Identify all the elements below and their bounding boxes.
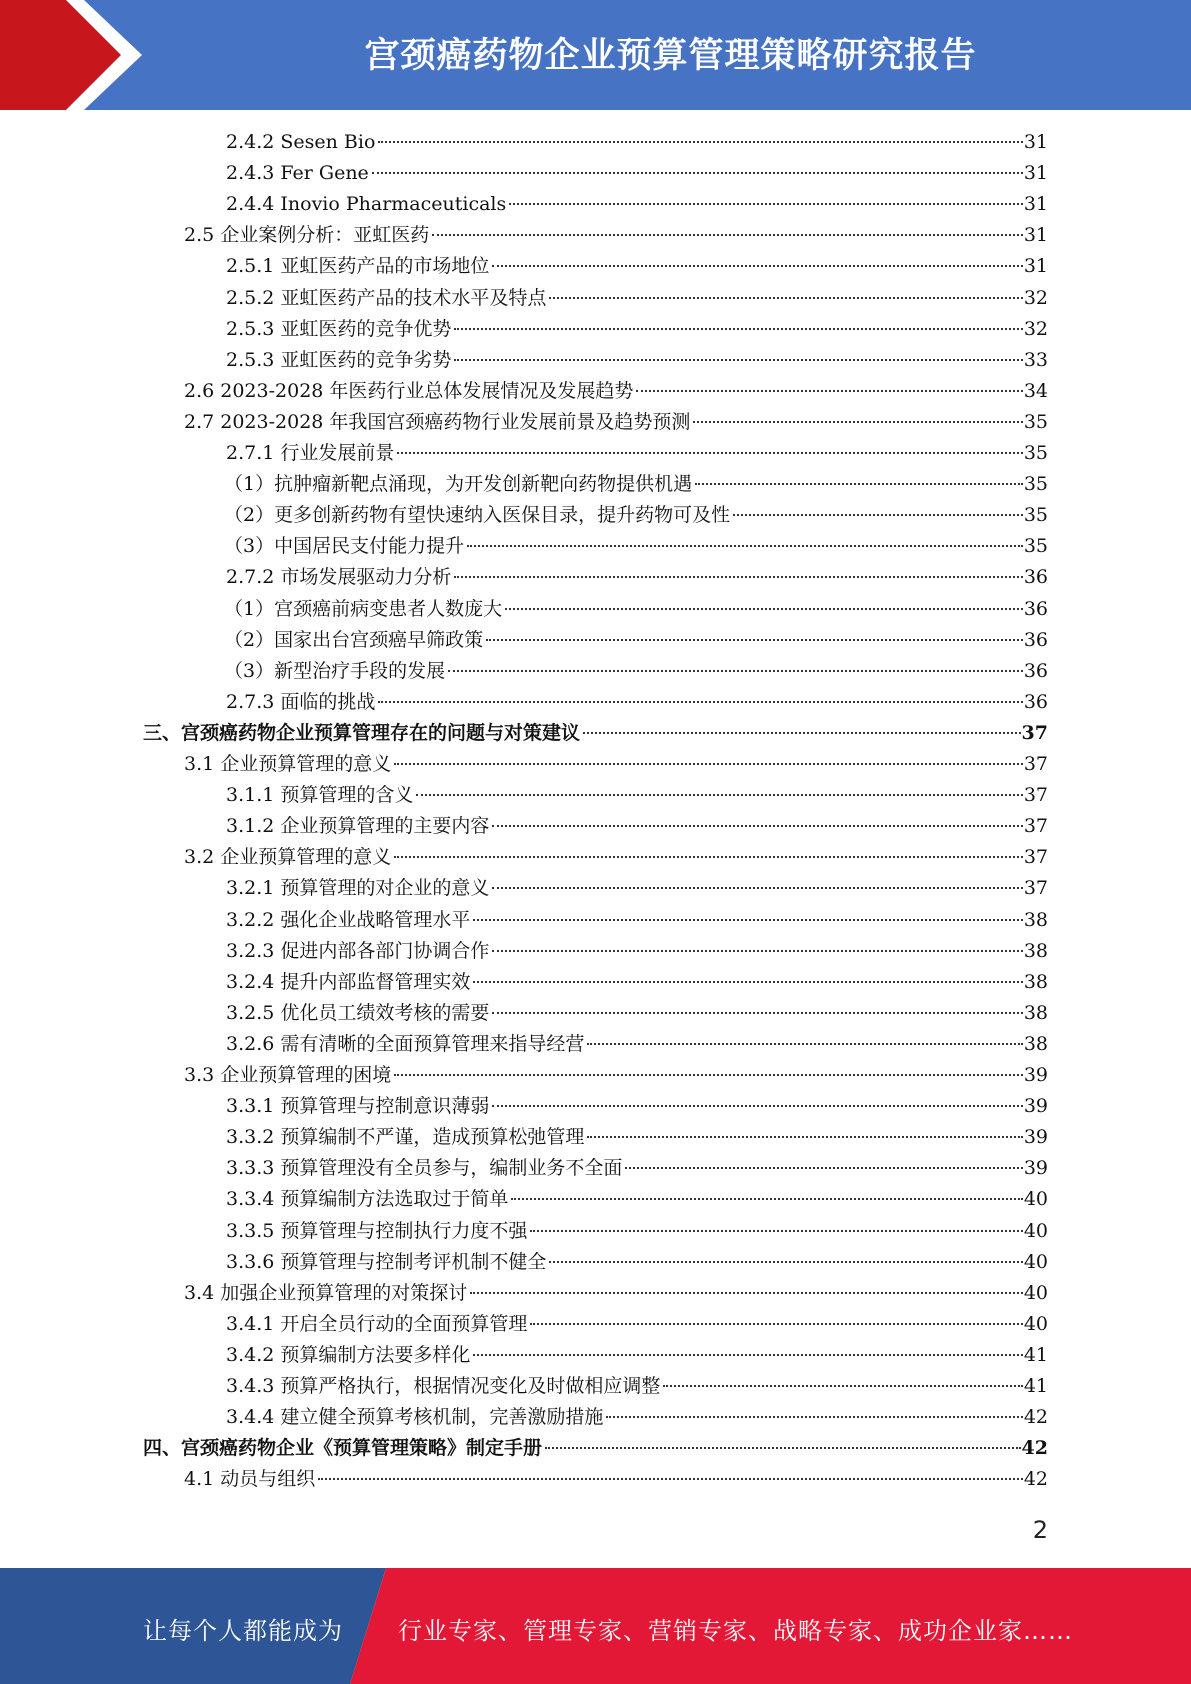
toc-entry-page: 38 <box>1023 1001 1048 1024</box>
toc-entry[interactable] <box>226 687 1048 718</box>
toc-entry[interactable] <box>143 718 1048 749</box>
toc-entry-page: 35 <box>1023 410 1048 433</box>
toc-entry-page: 40 <box>1023 1219 1048 1242</box>
toc-entry-page: 34 <box>1023 379 1048 402</box>
toc-entry-label: 2.6 2023-2028 年医药行业总体发展情况及发展趋势 <box>184 379 634 402</box>
toc-entry-page: 41 <box>1023 1343 1048 1366</box>
toc-entry[interactable] <box>224 625 1048 656</box>
toc-entry-page: 37 <box>1023 753 1048 775</box>
toc-entry[interactable] <box>226 1309 1048 1340</box>
toc-entry-label: 3.4.1 开启全员行动的全面预算管理 <box>226 1312 528 1335</box>
toc-dot-leader <box>663 1384 1022 1387</box>
toc-entry[interactable] <box>184 407 1048 438</box>
toc-entry-label: 2.5.2 亚虹医药产品的技术水平及特点 <box>226 286 547 309</box>
toc-dot-leader <box>454 358 1022 361</box>
toc-entry-label: 4.1 动员与组织 <box>184 1468 316 1491</box>
toc-dot-leader <box>509 202 1023 205</box>
toc-entry-label: （1）抗肿瘤新靶点涌现，为开发创新靶向药物提供机遇 <box>224 473 693 496</box>
toc-dot-leader <box>583 731 1021 734</box>
toc-entry-page: 32 <box>1023 286 1048 309</box>
page-number: 2 <box>1032 1516 1048 1544</box>
toc-entry-label: 2.7 2023-2028 年我国宫颈癌药物行业发展前景及趋势预测 <box>184 410 691 433</box>
page-footer <box>0 1568 1191 1684</box>
toc-entry[interactable] <box>224 500 1048 531</box>
toc-entry-page: 35 <box>1023 504 1048 527</box>
toc-dot-leader <box>549 296 1022 299</box>
toc-entry-label: 2.5 企业案例分析：亚虹医药 <box>184 224 430 247</box>
toc-entry[interactable] <box>226 1184 1048 1215</box>
toc-entry-page: 36 <box>1023 659 1048 682</box>
toc-entry-page: 40 <box>1023 1188 1048 1211</box>
toc-entry[interactable] <box>224 469 1048 500</box>
toc-entry-page: 31 <box>1023 193 1048 216</box>
toc-entry[interactable] <box>226 1402 1048 1433</box>
toc-entry-label: 2.4.3 Fer Gene <box>226 162 369 185</box>
toc-entry-label: 3.3 企业预算管理的困境 <box>184 1064 392 1086</box>
toc-dot-leader <box>318 1477 1023 1480</box>
toc-entry[interactable] <box>226 873 1048 904</box>
footer-slogan-left: 让每个人都能成为 <box>143 1617 343 1645</box>
toc-entry-page: 39 <box>1023 1157 1048 1180</box>
toc-entry-page: 31 <box>1023 255 1048 278</box>
toc-entry-label: 3.3.3 预算管理没有全员参与，编制业务不全面 <box>226 1157 623 1180</box>
toc-entry-label: 3.2.4 提升内部监督管理实效 <box>226 970 471 993</box>
toc-dot-leader <box>492 264 1022 267</box>
toc-entry-label: 三、宫颈癌药物企业预算管理存在的问题与对策建议 <box>143 721 581 744</box>
toc-entry-label: （3）新型治疗手段的发展 <box>224 659 446 682</box>
toc-entry-page: 32 <box>1023 317 1048 340</box>
toc-dot-leader <box>636 389 1022 392</box>
toc-entry-page: 36 <box>1023 628 1048 651</box>
toc-entry[interactable] <box>226 127 1048 158</box>
toc-entry[interactable] <box>226 1371 1048 1402</box>
toc-entry-page: 39 <box>1023 1126 1048 1149</box>
footer-slogan-right: 行业专家、管理专家、营销专家、战略专家、成功企业家…… <box>398 1617 1073 1645</box>
page-header <box>0 0 1191 110</box>
toc-entry[interactable] <box>226 189 1048 220</box>
toc-dot-leader <box>397 451 1022 454</box>
toc-dot-leader <box>486 638 1023 641</box>
toc-entry-label: 3.3.1 预算管理与控制意识薄弱 <box>226 1095 490 1118</box>
toc-entry-page: 38 <box>1023 939 1048 962</box>
toc-entry-label: （1）宫颈癌前病变患者人数庞大 <box>224 597 503 620</box>
toc-dot-leader <box>492 949 1022 952</box>
toc-entry[interactable] <box>184 842 1048 873</box>
toc-entry[interactable] <box>143 1433 1048 1464</box>
toc-entry-label: 四、宫颈癌药物企业《预算管理策略》制定手册 <box>143 1437 543 1460</box>
toc-entry-label: 2.5.1 亚虹医药产品的市场地位 <box>226 255 490 278</box>
toc-entry-page: 36 <box>1023 597 1048 620</box>
toc-dot-leader <box>378 140 1022 143</box>
toc-entry[interactable] <box>184 749 1048 780</box>
toc-entry-label: 2.4.4 Inovio Pharmaceuticals <box>226 193 507 216</box>
toc-dot-leader <box>416 793 1022 796</box>
toc-dot-leader <box>394 1073 1023 1076</box>
toc-entry[interactable] <box>226 780 1048 811</box>
toc-dot-leader <box>378 700 1022 703</box>
toc-dot-leader <box>473 1353 1022 1356</box>
toc-entry-label: 3.4 加强企业预算管理的对策探讨 <box>184 1281 468 1304</box>
toc-entry-page: 40 <box>1023 1281 1048 1304</box>
toc-entry[interactable] <box>226 562 1048 593</box>
toc-dot-leader <box>454 327 1022 330</box>
toc-entry-label: （2）更多创新药物有望快速纳入医保目录，提升药物可及性 <box>224 504 731 527</box>
toc-entry-label: 3.4.2 预算编制方法要多样化 <box>226 1343 471 1366</box>
toc-entry-page: 36 <box>1023 566 1048 589</box>
toc-entry-label: 2.4.2 Sesen Bio <box>226 131 376 153</box>
toc-entry-page: 38 <box>1023 970 1048 993</box>
toc-dot-leader <box>394 762 1023 765</box>
toc-entry-page: 38 <box>1023 1032 1048 1055</box>
toc-entry-label: 3.3.6 预算管理与控制考评机制不健全 <box>226 1250 547 1273</box>
toc-entry[interactable] <box>224 656 1048 687</box>
toc-entry-page: 31 <box>1023 131 1048 153</box>
toc-dot-leader <box>530 1229 1022 1232</box>
toc-entry-page: 36 <box>1023 690 1048 713</box>
toc-entry-label: 3.2.2 强化企业战略管理水平 <box>226 908 471 931</box>
toc-entry-label: 3.1 企业预算管理的意义 <box>184 753 392 775</box>
toc-entry-label: 3.2.1 预算管理的对企业的意义 <box>226 877 490 900</box>
toc-entry-page: 39 <box>1023 1064 1048 1086</box>
toc-dot-leader <box>473 980 1022 983</box>
toc-entry[interactable] <box>226 438 1048 469</box>
toc-entry-page: 42 <box>1023 1468 1048 1491</box>
toc-dot-leader <box>394 855 1023 858</box>
toc-entry-page: 31 <box>1023 162 1048 185</box>
toc-dot-leader <box>530 1322 1022 1325</box>
toc-entry-label: 3.4.3 预算严格执行，根据情况变化及时做相应调整 <box>226 1375 661 1397</box>
toc-entry-label: 3.2.3 促进内部各部门协调合作 <box>226 939 490 962</box>
toc-entry-page: 37 <box>1021 721 1048 744</box>
toc-dot-leader <box>492 1011 1022 1014</box>
toc-entry[interactable] <box>226 811 1048 842</box>
toc-dot-leader <box>492 1104 1022 1107</box>
toc-entry[interactable] <box>226 936 1048 967</box>
toc-entry-label: 2.7.2 市场发展驱动力分析 <box>226 566 452 589</box>
toc-entry-page: 33 <box>1023 348 1048 371</box>
toc-entry[interactable] <box>226 283 1048 314</box>
toc-entry[interactable] <box>226 1247 1048 1278</box>
toc-entry-page: 39 <box>1023 1095 1048 1118</box>
toc-entry-page: 42 <box>1023 1406 1048 1429</box>
toc-dot-leader <box>454 575 1022 578</box>
toc-entry-page: 37 <box>1023 846 1048 869</box>
toc-dot-leader <box>693 420 1022 423</box>
toc-entry-label: 3.4.4 建立健全预算考核机制，完善激励措施 <box>226 1406 604 1429</box>
toc-entry-label: 3.2 企业预算管理的意义 <box>184 846 392 869</box>
toc-entry-page: 41 <box>1023 1375 1048 1397</box>
toc-dot-leader <box>606 1415 1022 1418</box>
toc-entry-label: 3.2.5 优化员工绩效考核的需要 <box>226 1001 490 1024</box>
toc-entry-label: 3.3.5 预算管理与控制执行力度不强 <box>226 1219 528 1242</box>
toc-entry-page: 35 <box>1023 442 1048 464</box>
toc-entry-label: 3.1.2 企业预算管理的主要内容 <box>226 815 490 838</box>
toc-entry-page: 40 <box>1023 1250 1048 1273</box>
toc-dot-leader <box>470 1291 1023 1294</box>
toc-dot-leader <box>695 482 1023 485</box>
toc-entry-label: （3）中国居民支付能力提升 <box>224 535 465 558</box>
toc-dot-leader <box>372 171 1023 174</box>
toc-dot-leader <box>467 544 1023 547</box>
toc-dot-leader <box>448 669 1023 672</box>
toc-entry[interactable] <box>226 158 1048 189</box>
toc-entry[interactable] <box>226 1091 1048 1122</box>
toc-entry[interactable] <box>226 1153 1048 1184</box>
toc-entry-page: 37 <box>1023 815 1048 838</box>
toc-entry[interactable] <box>226 1340 1048 1371</box>
toc-dot-leader <box>473 918 1022 921</box>
toc-entry-label: 3.3.4 预算编制方法选取过于简单 <box>226 1188 509 1211</box>
toc-entry-label: 3.2.6 需有清晰的全面预算管理来指导经营 <box>226 1032 585 1055</box>
toc-entry-label: 2.7.1 行业发展前景 <box>226 442 395 464</box>
toc-entry-page: 40 <box>1023 1312 1048 1335</box>
toc-entry-page: 42 <box>1021 1437 1048 1460</box>
toc-entry-page: 38 <box>1023 908 1048 931</box>
toc-entry-label: 2.5.3 亚虹医药的竞争劣势 <box>226 348 452 371</box>
toc-entry[interactable] <box>226 314 1048 345</box>
toc-dot-leader <box>545 1446 1021 1449</box>
toc-entry[interactable] <box>226 1029 1048 1060</box>
toc-dot-leader <box>625 1166 1022 1169</box>
toc-dot-leader <box>432 233 1023 236</box>
toc-entry[interactable] <box>226 998 1048 1029</box>
toc-dot-leader <box>492 824 1022 827</box>
toc-entry-page: 35 <box>1023 535 1048 558</box>
toc-entry[interactable] <box>226 1122 1048 1153</box>
report-title: 宫颈癌药物企业预算管理策略研究报告 <box>364 36 977 76</box>
toc-entry[interactable] <box>226 345 1048 376</box>
toc-entry[interactable] <box>226 1216 1048 1247</box>
toc-dot-leader <box>492 886 1022 889</box>
toc-dot-leader <box>587 1135 1022 1138</box>
toc-entry[interactable] <box>184 1060 1048 1091</box>
toc-entry[interactable] <box>224 594 1048 625</box>
toc-dot-leader <box>587 1042 1022 1045</box>
toc-entry[interactable] <box>184 1464 1048 1495</box>
toc-entry[interactable] <box>184 376 1048 407</box>
toc-entry[interactable] <box>226 251 1048 282</box>
toc-entry-label: 3.1.1 预算管理的含义 <box>226 784 414 807</box>
toc-entry-label: 2.5.3 亚虹医药的竞争优势 <box>226 317 452 340</box>
toc-dot-leader <box>511 1197 1022 1200</box>
toc-entry-label: （2）国家出台宫颈癌早筛政策 <box>224 628 484 651</box>
toc-dot-leader <box>505 607 1023 610</box>
toc-entry-page: 35 <box>1023 473 1048 496</box>
toc-entry[interactable] <box>184 220 1048 251</box>
toc-dot-leader <box>733 513 1023 516</box>
toc-entry[interactable] <box>226 905 1048 936</box>
toc-entry-label: 3.3.2 预算编制不严谨，造成预算松弛管理 <box>226 1126 585 1149</box>
toc-entry[interactable] <box>226 967 1048 998</box>
toc-entry-page: 37 <box>1023 784 1048 807</box>
toc-dot-leader <box>549 1260 1022 1263</box>
toc-entry-page: 37 <box>1023 877 1048 900</box>
toc-entry-page: 31 <box>1023 224 1048 247</box>
toc-entry[interactable] <box>224 531 1048 562</box>
toc-entry[interactable] <box>184 1278 1048 1309</box>
toc-entry-label: 2.7.3 面临的挑战 <box>226 690 376 713</box>
